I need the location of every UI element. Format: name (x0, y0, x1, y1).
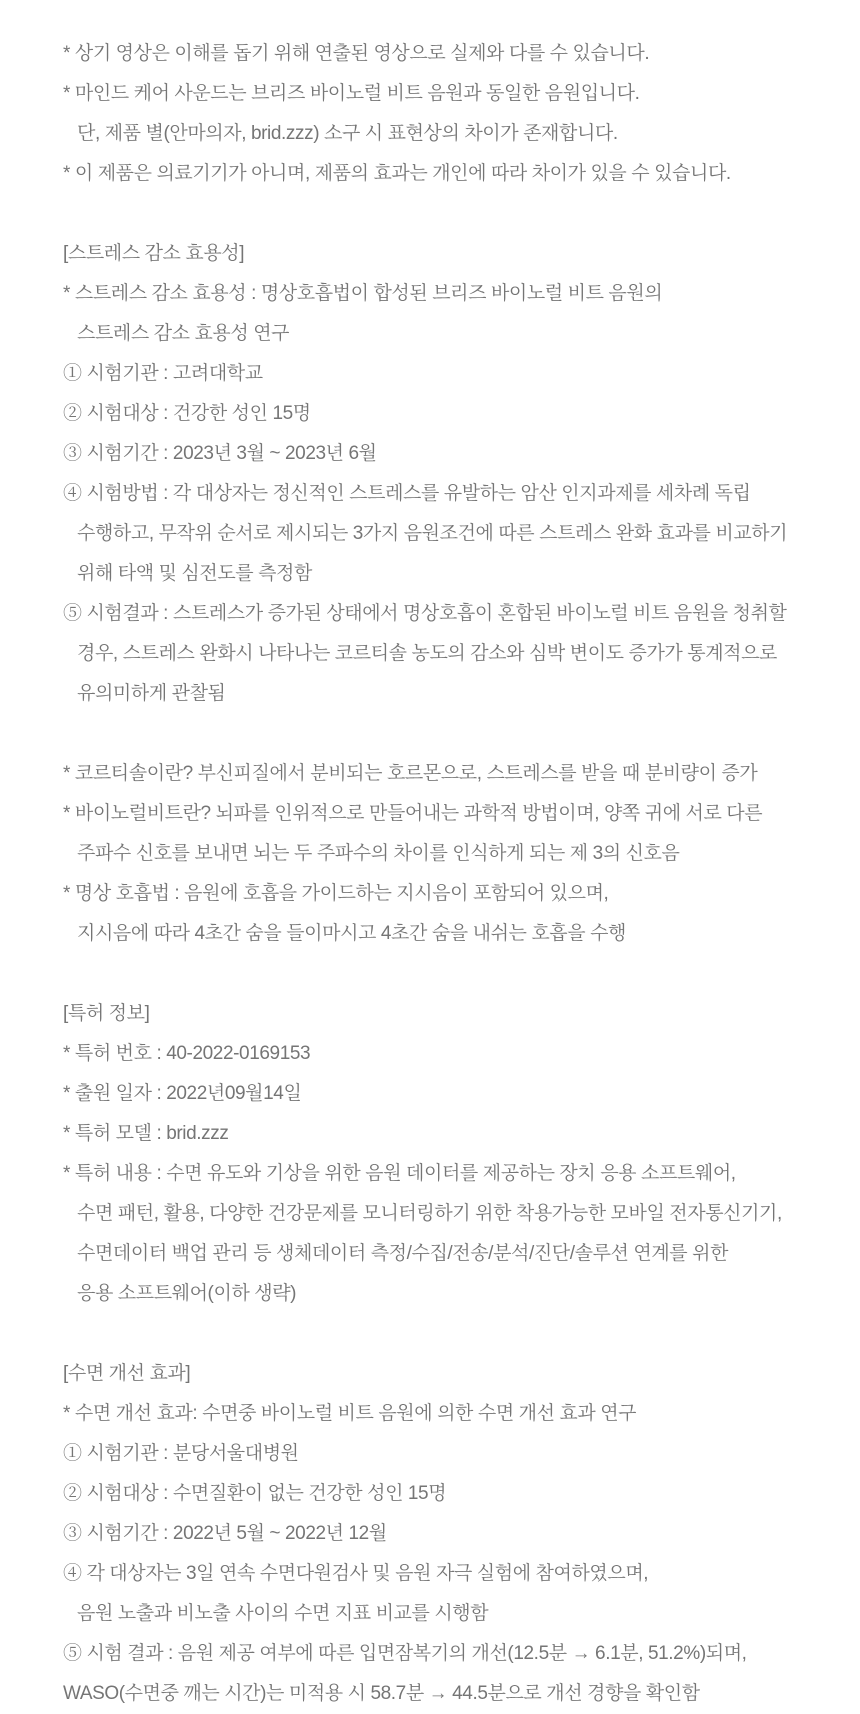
study-detail-line: ⑤ 시험 결과 : 음원 제공 여부에 따른 입면잠복기의 개선(12.5분 → 6.1분, 51.2%)되며, (63, 1643, 747, 1664)
study-summary-line: 스트레스 감소 효용성 연구 (77, 323, 290, 344)
term-note-line: 지시음에 따라 4초간 숨을 들이마시고 4초간 숨을 내쉬는 호흡을 수행 (77, 923, 627, 944)
patent-info-line: * 특허 번호 : 40-2022-0169153 (63, 1043, 311, 1064)
term-note-line: * 명상 호흡법 : 음원에 호흡을 가이드하는 지시음이 포함되어 있으며, (63, 883, 609, 904)
study-detail-line: ① 시험기관 : 고려대학교 (63, 363, 263, 384)
notice-line: * 마인드 케어 사운드는 브리즈 바이노럴 비트 음원과 동일한 음원입니다. (63, 83, 640, 104)
term-note-line: * 코르티솔이란? 부신피질에서 분비되는 호르몬으로, 스트레스를 받을 때 분비량이 증가 (63, 763, 758, 784)
section-patent-info (63, 994, 840, 1314)
study-detail-line: WASO(수면중 깨는 시간)는 미적용 시 58.7분 → 44.5분으로 개선 경향을 확인함 (63, 1683, 700, 1704)
term-note-line: 주파수 신호를 보내면 뇌는 두 주파수의 차이를 인식하게 되는 제 3의 신호음 (77, 843, 680, 864)
study-detail-line: ② 시험대상 : 수면질환이 없는 건강한 성인 15명 (63, 1483, 447, 1504)
section-title: [특허 정보] (63, 1003, 150, 1024)
patent-info-line: 수면 패턴, 활용, 다양한 건강문제를 모니터링하기 위한 착용가능한 모바일 전자통신기기, (77, 1203, 782, 1224)
notice-line: 단, 제품 별(안마의자, brid.zzz) 소구 시 표현상의 차이가 존재합니다. (77, 123, 618, 144)
term-note-line: * 바이노럴비트란? 뇌파를 인위적으로 만들어내는 과학적 방법이며, 양쪽 귀에 서로 다른 (63, 803, 763, 824)
study-detail-line: ④ 각 대상자는 3일 연속 수면다원검사 및 음원 자극 실험에 참여하였으며, (63, 1563, 649, 1584)
study-detail-line: 음원 노출과 비노출 사이의 수면 지표 비교를 시행함 (77, 1603, 489, 1624)
section-title: [수면 개선 효과] (63, 1363, 191, 1384)
patent-info-line: 수면데이터 백업 관리 등 생체데이터 측정/수집/전송/분석/진단/솔루션 연계를 위한 (77, 1243, 729, 1264)
notice-line: * 상기 영상은 이해를 돕기 위해 연출된 영상으로 실제와 다를 수 있습니다. (63, 43, 650, 64)
section-notices (63, 34, 840, 194)
patent-info-line: * 특허 내용 : 수면 유도와 기상을 위한 음원 데이터를 제공하는 장치 응용 소프트웨어, (63, 1163, 736, 1184)
study-detail-line: ② 시험대상 : 건강한 성인 15명 (63, 403, 311, 424)
study-summary-line: * 스트레스 감소 효용성 : 명상호흡법이 합성된 브리즈 바이노럴 비트 음원의 (63, 283, 663, 304)
study-detail-line: 경우, 스트레스 완화시 나타나는 코르티솔 농도의 감소와 심박 변이도 증가가 통계적으로 (77, 643, 778, 664)
section-terminology-notes (63, 754, 840, 954)
study-summary-line: * 수면 개선 효과: 수면중 바이노럴 비트 음원에 의한 수면 개선 효과 연구 (63, 1403, 637, 1424)
study-detail-line: 유의미하게 관찰됨 (77, 683, 226, 704)
study-detail-line: ③ 시험기간 : 2022년 5월 ~ 2022년 12월 (63, 1523, 387, 1544)
section-sleep-improvement-study (63, 1354, 840, 1714)
study-detail-line: ① 시험기관 : 분당서울대병원 (63, 1443, 299, 1464)
study-detail-line: 위해 타액 및 심전도를 측정함 (77, 563, 312, 584)
patent-info-line: * 출원 일자 : 2022년09월14일 (63, 1083, 302, 1104)
study-detail-line: ④ 시험방법 : 각 대상자는 정신적인 스트레스를 유발하는 암산 인지과제를 세차례 독립 (63, 483, 751, 504)
section-title: [스트레스 감소 효용성] (63, 243, 245, 264)
study-detail-line: ⑤ 시험결과 : 스트레스가 증가된 상태에서 명상호흡이 혼합된 바이노럴 비트 음원을 청취할 (63, 603, 787, 624)
patent-info-line: 응용 소프트웨어(이하 생략) (77, 1283, 297, 1304)
notice-line: * 이 제품은 의료기기가 아니며, 제품의 효과는 개인에 따라 차이가 있을 수 있습니다. (63, 163, 731, 184)
patent-info-line: * 특허 모델 : brid.zzz (63, 1123, 229, 1144)
section-stress-reduction-study (63, 234, 840, 714)
study-detail-line: 수행하고, 무작위 순서로 제시되는 3가지 음원조건에 따른 스트레스 완화 효과를 비교하기 (77, 523, 788, 544)
study-detail-line: ③ 시험기간 : 2023년 3월 ~ 2023년 6월 (63, 443, 377, 464)
